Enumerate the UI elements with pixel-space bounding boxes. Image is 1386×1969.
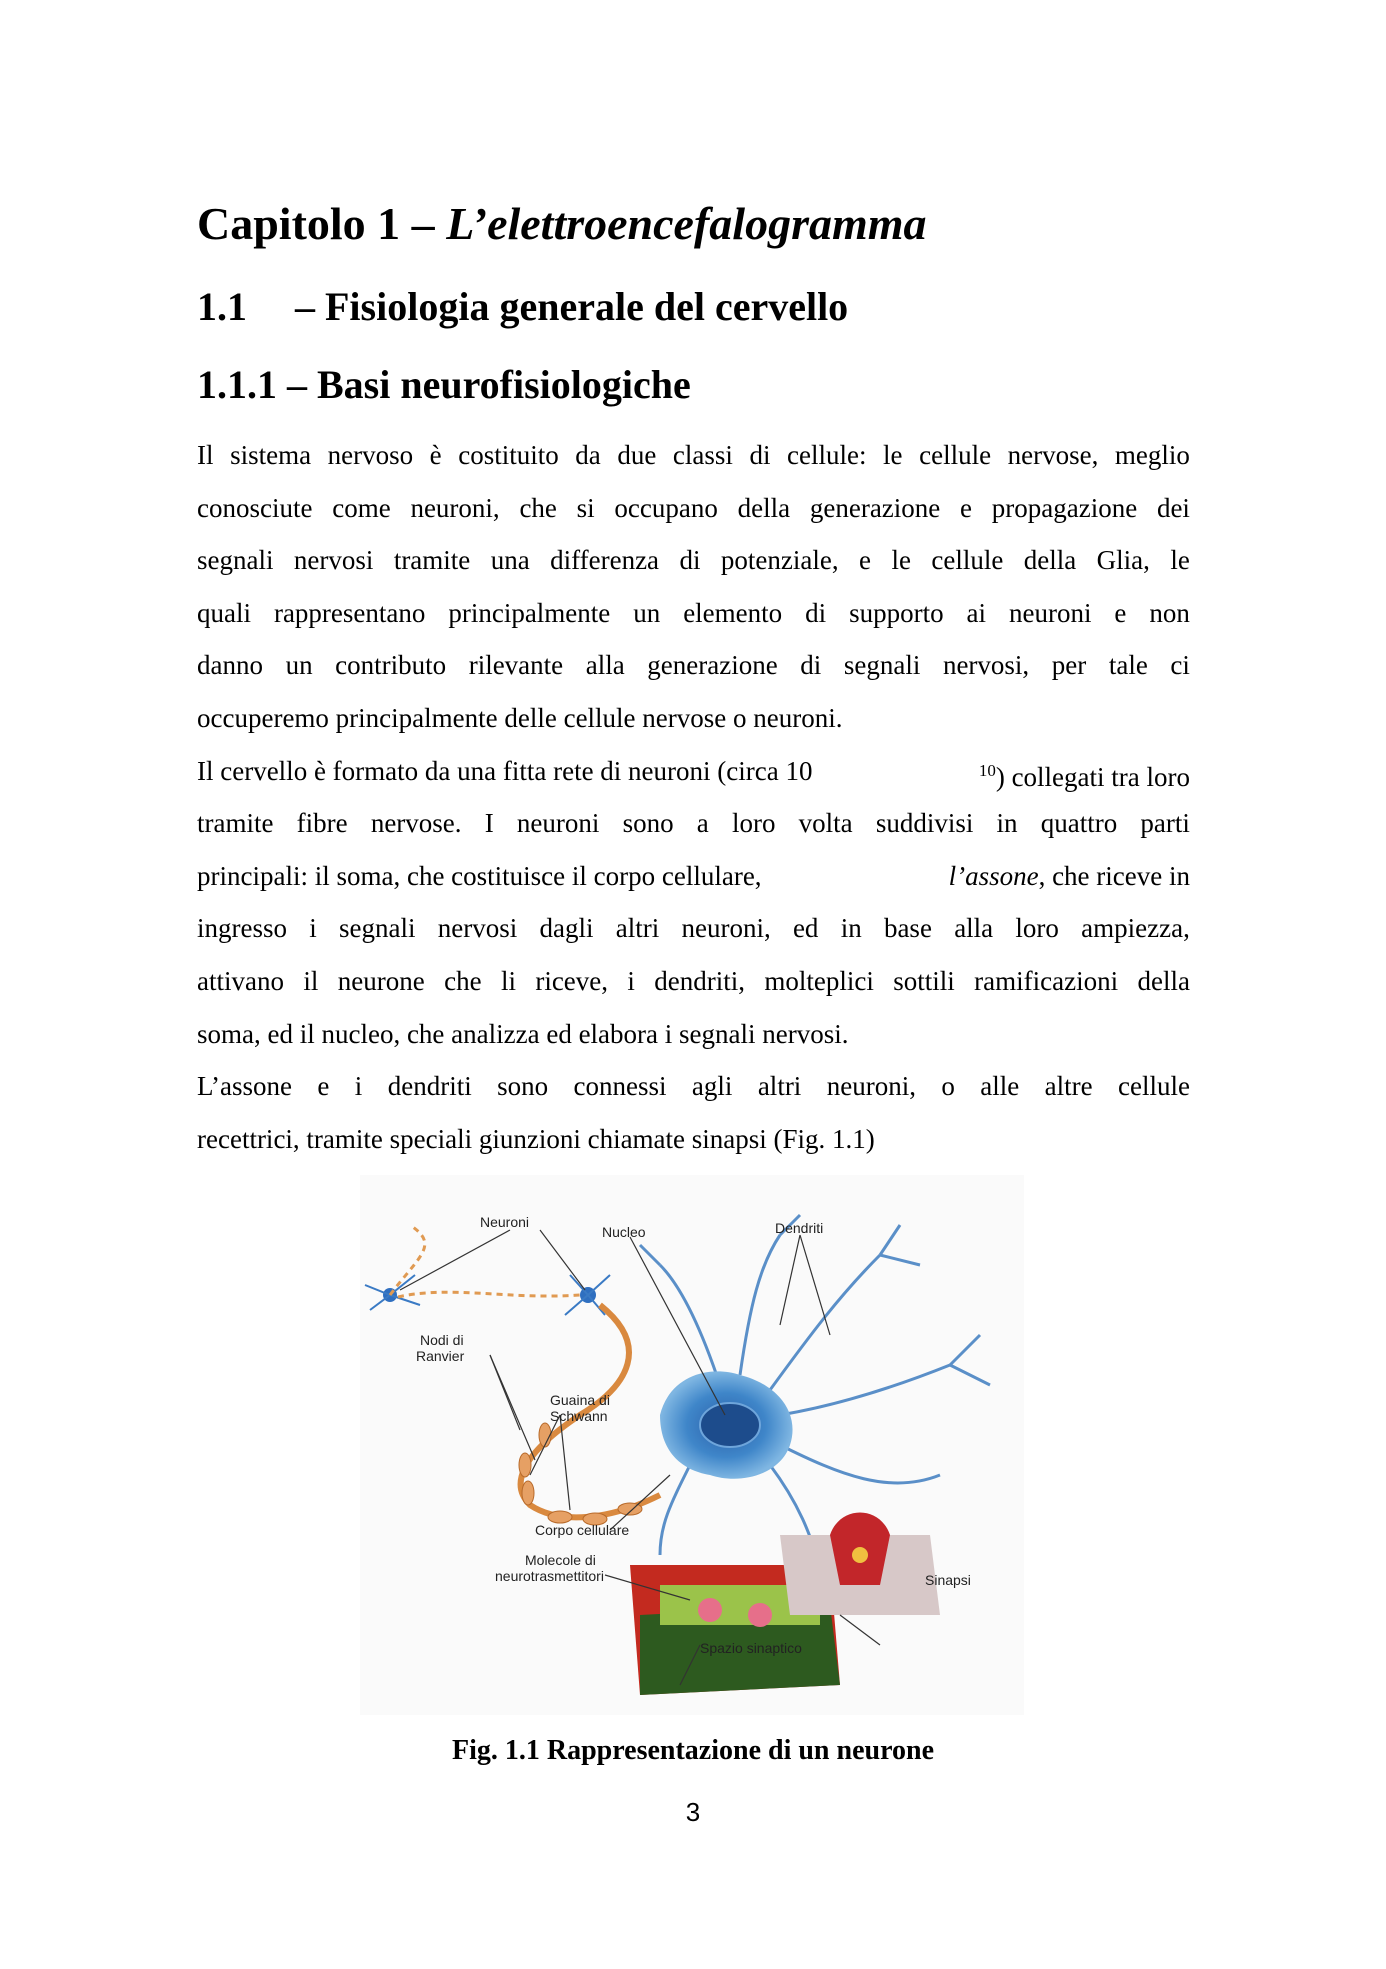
body-line xyxy=(197,850,1190,903)
word: altri xyxy=(757,1071,802,1102)
word: quattro xyxy=(1040,808,1118,839)
word: nervosi xyxy=(437,913,518,944)
word: una xyxy=(490,545,530,576)
word: o xyxy=(941,1071,955,1102)
label-spazio: Spazio sinaptico xyxy=(700,1640,802,1656)
word: quali xyxy=(197,597,251,628)
page-number: 3 xyxy=(685,1797,701,1827)
word: nervoso xyxy=(327,440,414,470)
word: e xyxy=(859,545,872,576)
body-line xyxy=(197,955,1190,1008)
word: potenziale, xyxy=(720,545,839,576)
word: in xyxy=(840,913,862,944)
word: molteplici xyxy=(764,965,874,996)
word: I xyxy=(484,808,494,839)
chapter-prefix: Capitolo 1 – xyxy=(197,198,447,249)
neuron-illustration xyxy=(360,1175,1024,1715)
body-line xyxy=(197,639,1190,692)
body-line xyxy=(197,587,1190,640)
word: tramite xyxy=(393,545,471,576)
word: ampiezza, xyxy=(1081,913,1190,944)
word: di xyxy=(679,545,701,576)
label-neuroni: Neuroni xyxy=(480,1214,530,1230)
word: della xyxy=(737,492,791,523)
word: cellule: xyxy=(787,440,867,470)
word: ai xyxy=(966,597,987,628)
label-nodi-2: Ranvier xyxy=(416,1348,465,1364)
word: dendriti xyxy=(387,1071,472,1102)
word: sono xyxy=(497,1071,549,1102)
word: di xyxy=(800,650,822,681)
word: cellule xyxy=(919,440,992,470)
body-line: soma, ed il nucleo, che analizza ed elabora i segnali nervosi. xyxy=(197,1018,849,1049)
word: nervosi, xyxy=(942,650,1030,681)
label-corpo: Corpo cellulare xyxy=(535,1522,630,1538)
word: i xyxy=(627,965,635,996)
word: ci xyxy=(1170,650,1190,681)
italic-term: l’assone xyxy=(948,860,1039,891)
word: fibre xyxy=(296,808,348,839)
word: da xyxy=(575,440,601,470)
word: le xyxy=(1170,545,1190,576)
word: neuroni, xyxy=(410,492,500,523)
body-line xyxy=(197,429,1190,482)
body-line: recettrici, tramite speciali giunzioni chiamate sinapsi (Fig. 1.1) xyxy=(197,1123,875,1154)
word: che xyxy=(444,965,482,996)
word: neuroni, xyxy=(826,1071,916,1102)
word: differenza xyxy=(550,545,660,576)
word: elemento xyxy=(683,597,783,628)
word: propagazione xyxy=(991,492,1138,523)
word: supporto xyxy=(849,597,944,628)
word: segnali xyxy=(843,650,921,681)
label-nodi-1: Nodi di xyxy=(420,1332,464,1348)
body-line xyxy=(197,534,1190,587)
neuron-figure xyxy=(360,1175,1024,1715)
word: altre xyxy=(1044,1071,1093,1102)
word: è xyxy=(429,440,442,470)
body-line-part: ) collegati tra loro xyxy=(995,761,1190,792)
word: dendriti, xyxy=(654,965,746,996)
word: cellule xyxy=(931,545,1004,576)
section-number: 1.1 xyxy=(197,284,247,329)
word: Glia, xyxy=(1096,545,1150,576)
word: e xyxy=(317,1071,330,1102)
word: riceve, xyxy=(535,965,609,996)
word: un xyxy=(633,597,661,628)
word: classi xyxy=(672,440,733,470)
word: nervose. xyxy=(370,808,462,839)
section-title: – Fisiologia generale del cervello xyxy=(295,284,849,329)
word: L’assone xyxy=(197,1071,292,1102)
word: il xyxy=(303,965,319,996)
body-line: occuperemo principalmente delle cellule nervose o neuroni. xyxy=(197,702,843,733)
word: si xyxy=(576,492,595,523)
word: ramificazioni xyxy=(974,965,1119,996)
word: ed xyxy=(792,913,819,944)
word: costituito xyxy=(458,440,559,470)
word: non xyxy=(1149,597,1190,628)
word: come xyxy=(332,492,391,523)
word: Il xyxy=(197,440,214,470)
word: generazione xyxy=(809,492,941,523)
body-line xyxy=(197,482,1190,535)
word: rappresentano xyxy=(273,597,426,628)
word: le xyxy=(891,545,911,576)
word: loro xyxy=(1015,913,1059,944)
word: alla xyxy=(954,913,994,944)
word: alla xyxy=(585,650,625,681)
word: ingresso xyxy=(197,913,287,944)
nucleus xyxy=(700,1403,760,1447)
word: un xyxy=(285,650,313,681)
word: connessi xyxy=(573,1071,667,1102)
word: volta xyxy=(798,808,853,839)
body-line xyxy=(197,797,1190,850)
word: cellule xyxy=(1118,1071,1190,1102)
word: di xyxy=(749,440,771,470)
superscript-exponent: 10 xyxy=(978,760,996,780)
word: generazione xyxy=(647,650,778,681)
word: i xyxy=(309,913,317,944)
chapter-title: L’elettroencefalogramma xyxy=(446,198,927,249)
word: i xyxy=(354,1071,363,1102)
label-guaina-2: Schwann xyxy=(550,1408,608,1424)
word: della xyxy=(1137,965,1190,996)
word: in xyxy=(996,808,1018,839)
word: neuroni xyxy=(1008,597,1092,628)
body-line-part: Il cervello è formato da una fitta rete di neuroni (circa 10 xyxy=(197,755,813,786)
label-nucleo: Nucleo xyxy=(602,1224,646,1240)
word: nervose, xyxy=(1007,440,1099,470)
word: occupano xyxy=(614,492,718,523)
word: e xyxy=(1114,597,1127,628)
body-line xyxy=(197,745,1190,798)
word: due xyxy=(617,440,657,470)
word: alle xyxy=(980,1071,1020,1102)
word: agli xyxy=(691,1071,733,1102)
word: li xyxy=(500,965,516,996)
word: neuroni xyxy=(516,808,600,839)
word: e xyxy=(960,492,973,523)
word: principalmente xyxy=(448,597,611,628)
word: della xyxy=(1023,545,1077,576)
word: le xyxy=(883,440,903,470)
word: di xyxy=(805,597,827,628)
word: che xyxy=(519,492,557,523)
body-text xyxy=(197,429,1190,1165)
subsection-heading: 1.1.1 – Basi neurofisiologiche xyxy=(197,362,691,407)
figure-caption: Fig. 1.1 Rappresentazione di un neurone xyxy=(451,1735,934,1766)
body-line xyxy=(197,1060,1190,1113)
word: meglio xyxy=(1114,440,1190,470)
word: attivano xyxy=(197,965,284,996)
word: altri xyxy=(615,913,660,944)
word: a xyxy=(696,808,709,839)
section-heading xyxy=(197,282,848,332)
word: dei xyxy=(1156,492,1190,523)
word: loro xyxy=(731,808,776,839)
word: segnali xyxy=(339,913,416,944)
word: tramite xyxy=(197,808,274,839)
label-sinapsi: Sinapsi xyxy=(925,1572,971,1588)
body-line-part: principali: il soma, che costituisce il corpo cellulare, xyxy=(197,860,762,891)
word: parti xyxy=(1140,808,1190,839)
body-line-part: , che riceve in xyxy=(1038,860,1190,891)
word: nervosi xyxy=(293,545,374,576)
word: neuroni, xyxy=(681,913,771,944)
word: sottili xyxy=(893,965,955,996)
word: danno xyxy=(197,650,263,681)
word: dagli xyxy=(539,913,594,944)
word: sistema xyxy=(230,440,312,470)
chapter-heading xyxy=(197,196,927,252)
word: suddivisi xyxy=(875,808,974,839)
word: sono xyxy=(622,808,674,839)
label-molecole-2: neurotrasmettitori xyxy=(495,1568,604,1584)
word: contributo xyxy=(335,650,447,681)
word: conosciute xyxy=(197,492,313,523)
word: neurone xyxy=(337,965,425,996)
word: rilevante xyxy=(468,650,564,681)
label-dendriti: Dendriti xyxy=(775,1220,824,1236)
label-guaina-1: Guaina di xyxy=(550,1392,610,1408)
label-molecole-1: Molecole di xyxy=(525,1552,596,1568)
word: base xyxy=(883,913,932,944)
word: per xyxy=(1051,650,1087,681)
body-line xyxy=(197,902,1190,955)
word: tale xyxy=(1108,650,1148,681)
word: segnali xyxy=(197,545,274,576)
